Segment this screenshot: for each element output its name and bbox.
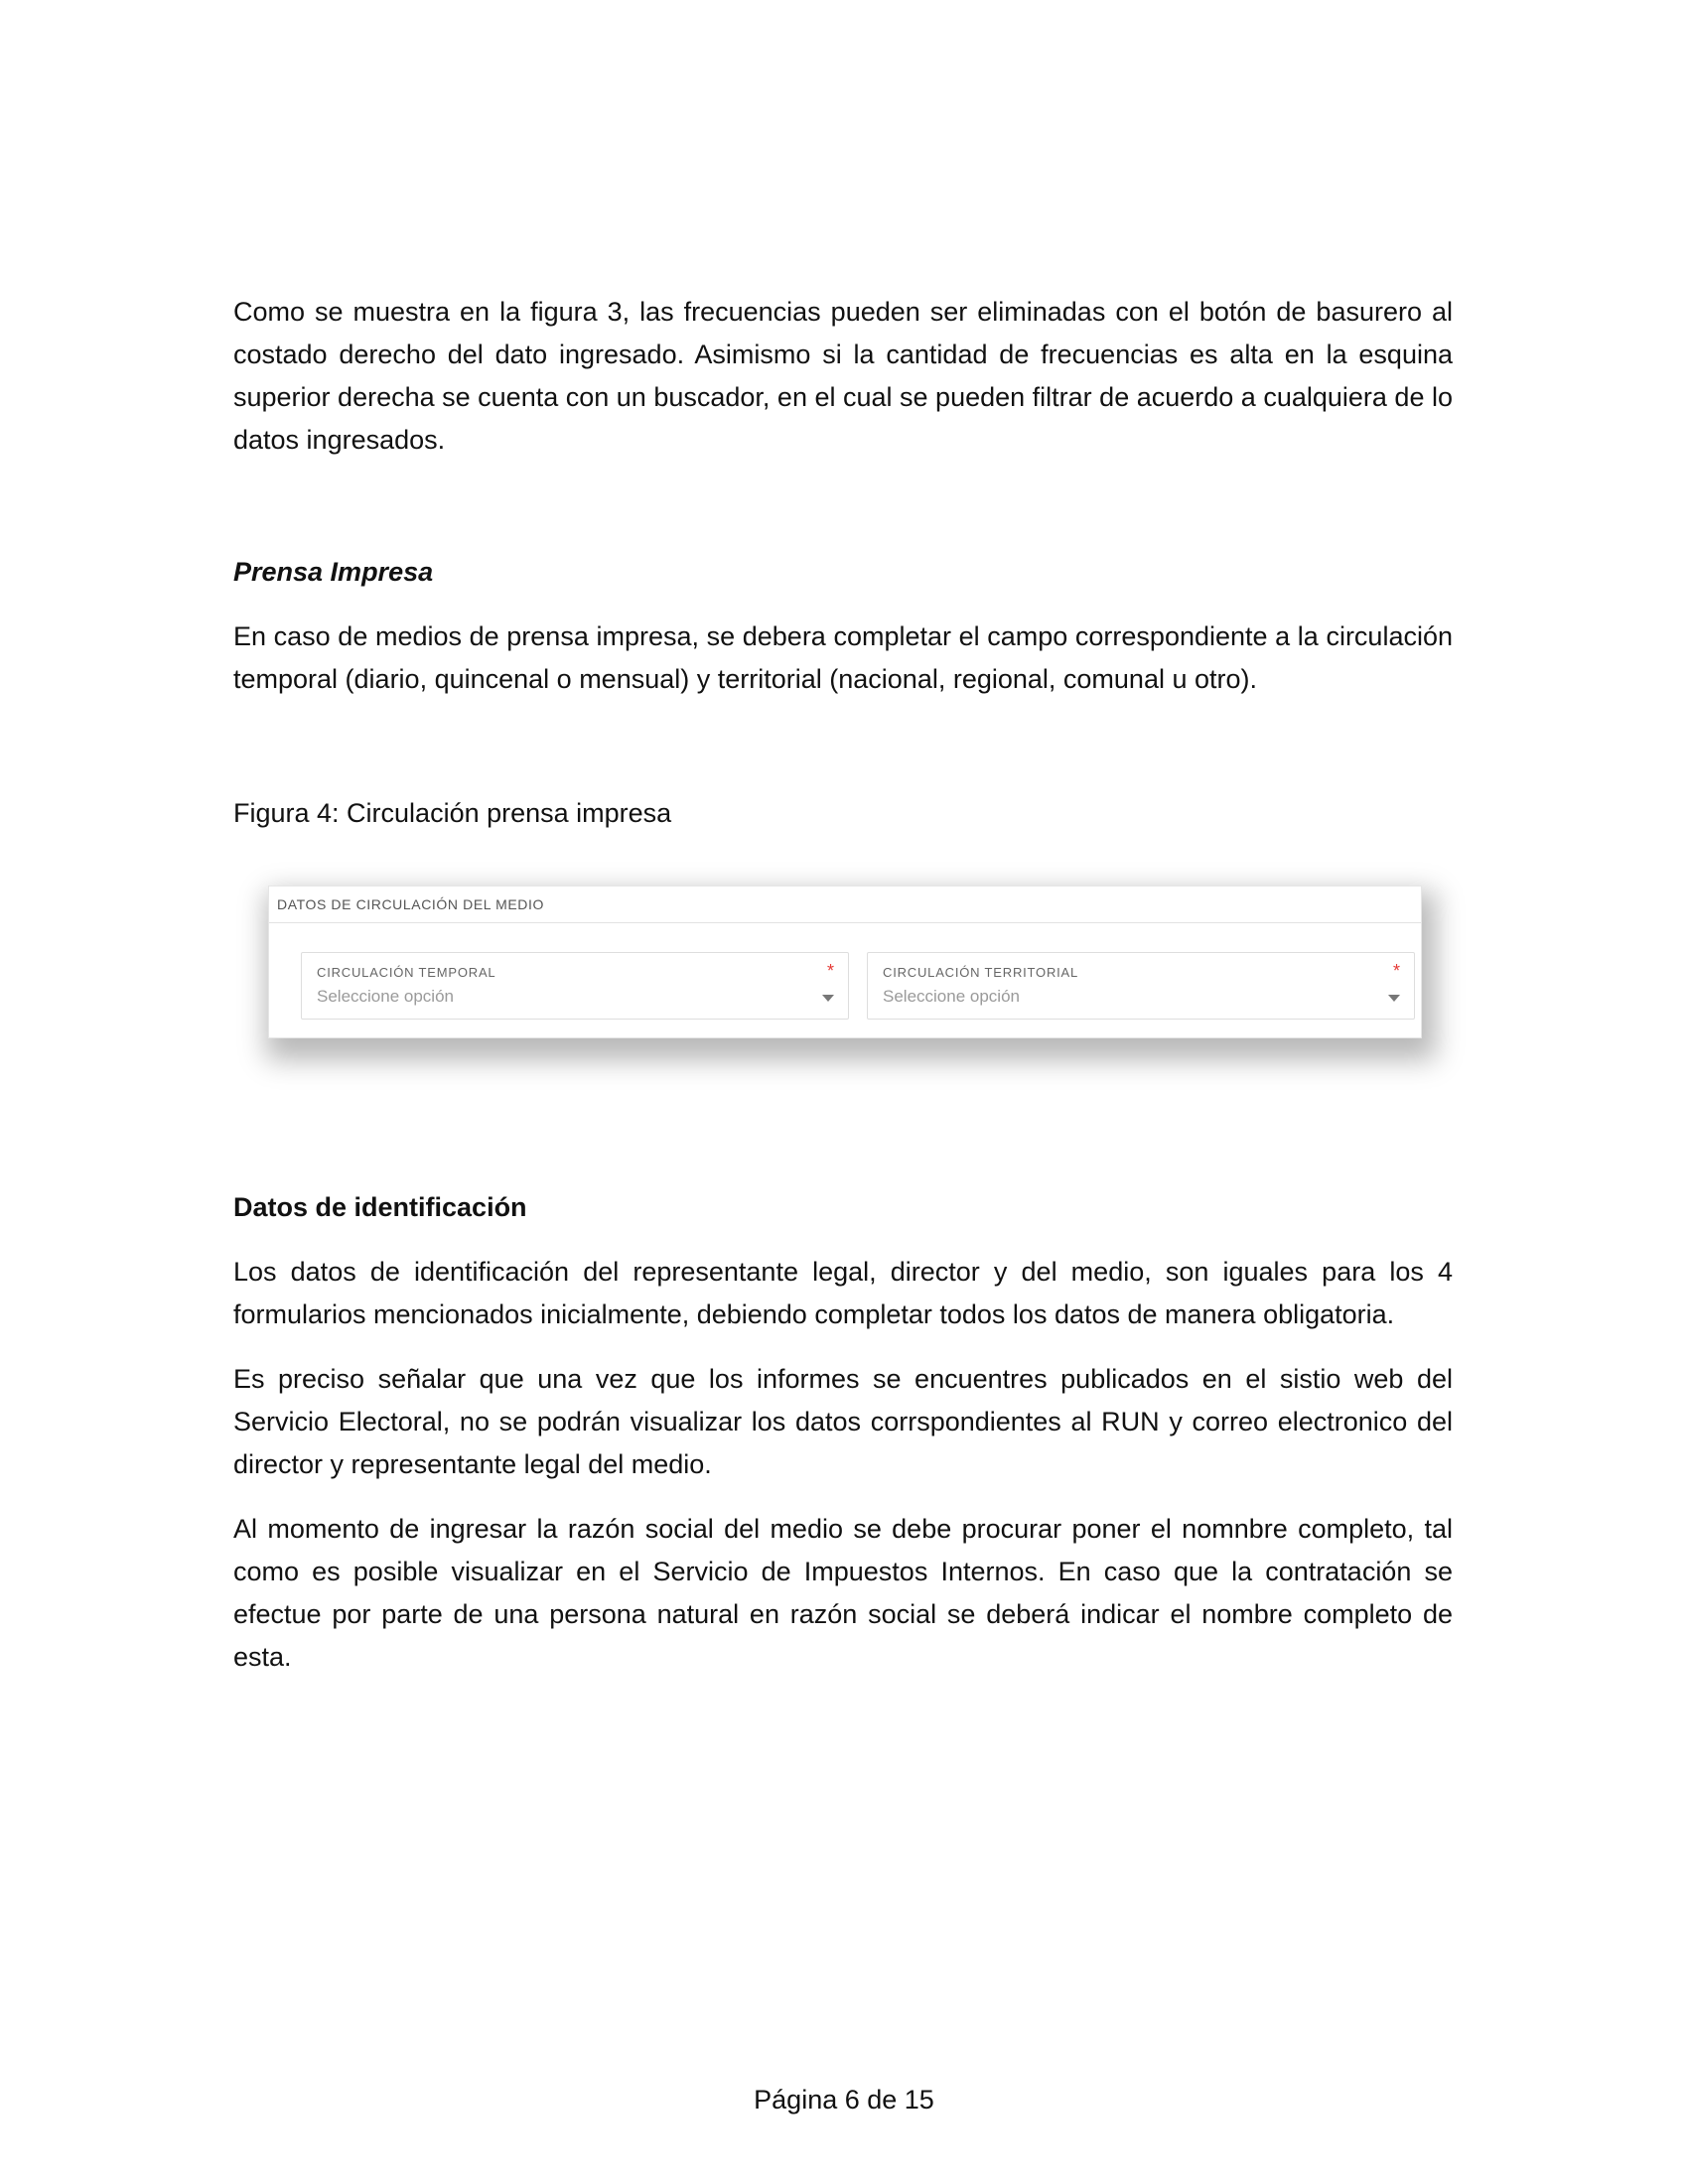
- circulacion-temporal-label: CIRCULACIÓN TEMPORAL: [317, 965, 496, 980]
- circulacion-territorial-placeholder: Seleccione opción: [883, 987, 1020, 1006]
- required-asterisk: *: [826, 961, 834, 981]
- circulacion-temporal-placeholder: Seleccione opción: [317, 987, 454, 1006]
- section-heading-prensa-impresa: Prensa Impresa: [233, 557, 434, 587]
- chevron-down-icon[interactable]: [1388, 995, 1400, 1002]
- prensa-impresa-paragraph: En caso de medios de prensa impresa, se debera completar el campo correspondiente a la circulación temporal (diario, quincenal o mensual) y territorial (nacional, regional, comunal u otro).: [233, 621, 1453, 694]
- required-asterisk: *: [1392, 961, 1400, 981]
- intro-paragraph: Como se muestra en la figura 3, las frecuencias pueden ser eliminadas con el botón de basurero al costado derecho del dato ingresado. Asimismo si la cantidad de frecuencias es alta en la esquina superior derecha se cuenta con un buscador, en el cual se pueden filtrar de acuerdo a cualquiera de lo datos ingresados.: [233, 297, 1453, 455]
- circulacion-temporal-select[interactable]: [301, 952, 849, 1020]
- chevron-down-icon[interactable]: [822, 995, 834, 1002]
- circulacion-territorial-label: CIRCULACIÓN TERRITORIAL: [883, 965, 1079, 980]
- page-number: Página 6 de 15: [754, 2085, 934, 2115]
- figure-4-screenshot: [268, 886, 1422, 1038]
- figure-caption: Figura 4: Circulación prensa impresa: [233, 798, 672, 828]
- section-heading-datos-identificacion: Datos de identificación: [233, 1192, 527, 1222]
- figure-divider: [269, 922, 1421, 923]
- datos-identificacion-paragraph: Los datos de identificación del representante legal, director y del medio, son iguales para los 4 formularios mencionados inicialmente, debiendo completar todos los datos de manera obligatoria.: [233, 1257, 1453, 1329]
- privacy-paragraph: Es preciso señalar que una vez que los informes se encuentres publicados en el sistio web del Servicio Electoral, no se podrán visualizar los datos corrspondientes al RUN y correo electronico del director y representante legal del medio.: [233, 1364, 1453, 1479]
- razon-social-paragraph: Al momento de ingresar la razón social del medio se debe procurar poner el nomnbre completo, tal como es posible visualizar en el Servicio de Impuestos Internos. En caso que la contratación se efectue por parte de una persona natural en razón social se deberá indicar el nombre completo de esta.: [233, 1514, 1453, 1672]
- figure-section-title: DATOS DE CIRCULACIÓN DEL MEDIO: [277, 896, 545, 912]
- circulacion-territorial-select[interactable]: [867, 952, 1415, 1020]
